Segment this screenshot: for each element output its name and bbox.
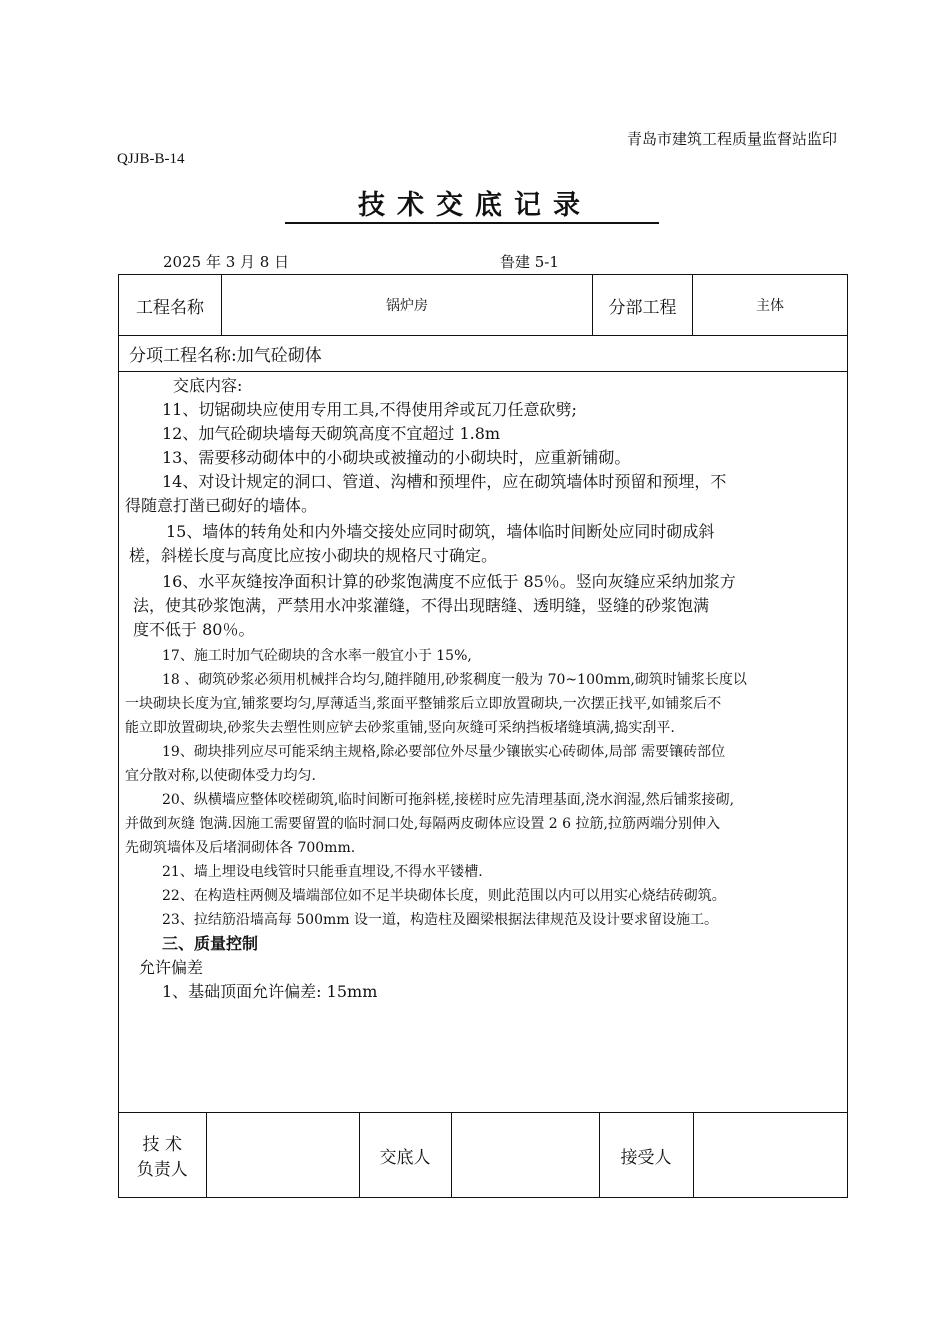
record-date: 2025 年 3 月 8 日 (163, 253, 290, 271)
project-name-label: 工程名称 (119, 275, 222, 336)
content-item: 槎，斜槎长度与高度比应按小砌块的规格尺寸确定。 (129, 546, 498, 565)
tolerance-item: 1、基础顶面允许偏差: 15mm (162, 982, 378, 1001)
content-item: 能立即放置砌块,砂浆失去塑性则应铲去砂浆重铺,竖向灰缝可采纳挡板堵缝填满,捣实刮平. (125, 720, 675, 736)
content-item: 度不低于 80％。 (133, 620, 255, 639)
content-item: 宜分散对称,以使砌体受力均匀. (125, 768, 316, 784)
signature-row (119, 1113, 848, 1198)
content-heading: 交底内容: (173, 376, 243, 395)
content-item: 14、对设计规定的洞口、管道、沟槽和预埋件，应在砌筑墙体时预留和预埋，不 (162, 472, 727, 491)
content-item: 21、墙上埋设电线管时只能垂直埋设,不得水平镂槽. (162, 864, 483, 880)
tech-lead-label-line2: 负责人 (136, 1160, 188, 1180)
tech-lead-label-line1: 技 术 (142, 1135, 182, 1155)
subitem-row (119, 336, 848, 372)
project-row (119, 275, 848, 336)
disclosure-content (119, 372, 848, 1113)
discloser-label: 交底人 (359, 1113, 451, 1197)
document-number: 鲁建 5-1 (500, 253, 559, 271)
content-item: 17、施工时加气砼砌块的含水率一般宜小于 15%, (162, 648, 472, 664)
title-underline (285, 222, 659, 224)
tolerance-heading: 允许偏差 (139, 958, 204, 977)
subitem-name: 分项工程名称:加气砼砌体 (119, 336, 848, 372)
signature-table (119, 1113, 848, 1197)
content-item: 11、切锯砌块应使用专用工具,不得使用斧或瓦刀任意砍劈; (162, 400, 577, 419)
content-item: 13、需要移动砌体中的小砌块或被撞动的小砌块时，应重新铺砌。 (162, 448, 631, 467)
section-heading: 三、质量控制 (162, 934, 259, 953)
content-row (119, 372, 848, 1113)
content-item: 18 、砌筑砂浆必须用机械拌合均匀,随拌随用,砂浆稠度一般为 70~100mm,砌筑时铺浆长度以 (162, 672, 747, 688)
record-table (118, 274, 848, 1198)
content-item: 22、在构造柱两侧及墙端部位如不足半块砌体长度，则此范围以内可以用实心烧结砖砌筑。 (162, 888, 726, 904)
content-item: 19、砌块排列应尽可能采纳主规格,除必要部位外尽量少镶嵌实心砖砌体,局部 需要镶砖部位 (162, 744, 726, 760)
tech-lead-label (119, 1113, 206, 1197)
division-value: 主体 (693, 275, 848, 336)
tech-lead-signature[interactable] (206, 1113, 359, 1197)
supervisor-stamp-text: 青岛市建筑工程质量监督站监印 (626, 130, 837, 148)
content-item: 20、纵横墙应整体咬槎砌筑,临时间断可拖斜槎,接槎时应先清理基面,浇水润湿,然后铺浆接砌, (162, 792, 735, 808)
content-item: 法，使其砂浆饱满，严禁用水冲浆灌缝，不得出现瞎缝、透明缝，竖缝的砂浆饱满 (133, 596, 710, 615)
content-item: 23、拉结筋沿墙高每 500mm 设一道，构造柱及圈梁根据法律规范及设计要求留设施工。 (162, 912, 718, 928)
content-item: 一块砌块长度为宜,铺浆要均匀,厚薄适当,浆面平整铺浆后立即放置砌块,一次摆正找平,如铺浆后不 (125, 696, 722, 712)
form-code: QJJB-B-14 (117, 151, 185, 167)
receiver-label: 接受人 (599, 1113, 693, 1197)
content-item: 12、加气砼砌块墙每天砌筑高度不宜超过 1.8m (162, 424, 501, 443)
project-name-value: 锅炉房 (222, 275, 593, 336)
content-item: 并做到灰缝 饱满.因施工需要留置的临时洞口处,每隔两皮砌体应设置 2 6 拉筋,拉筋两端分别伸入 (125, 816, 720, 832)
content-item: 15、墙体的转角处和内外墙交接处应同时砌筑，墙体临时间断处应同时砌成斜 (166, 522, 715, 541)
discloser-signature[interactable] (451, 1113, 599, 1197)
page-title: 技术交底记录 (358, 190, 592, 221)
content-item: 得随意打凿已砌好的墙体。 (125, 496, 318, 515)
content-item: 先砌筑墙体及后堵洞砌体各 700mm. (125, 840, 356, 856)
division-label: 分部工程 (593, 275, 693, 336)
content-item: 16、水平灰缝按净面积计算的砂浆饱满度不应低于 85％。竖向灰缝应采纳加浆方 (162, 572, 736, 591)
receiver-signature[interactable] (693, 1113, 848, 1197)
